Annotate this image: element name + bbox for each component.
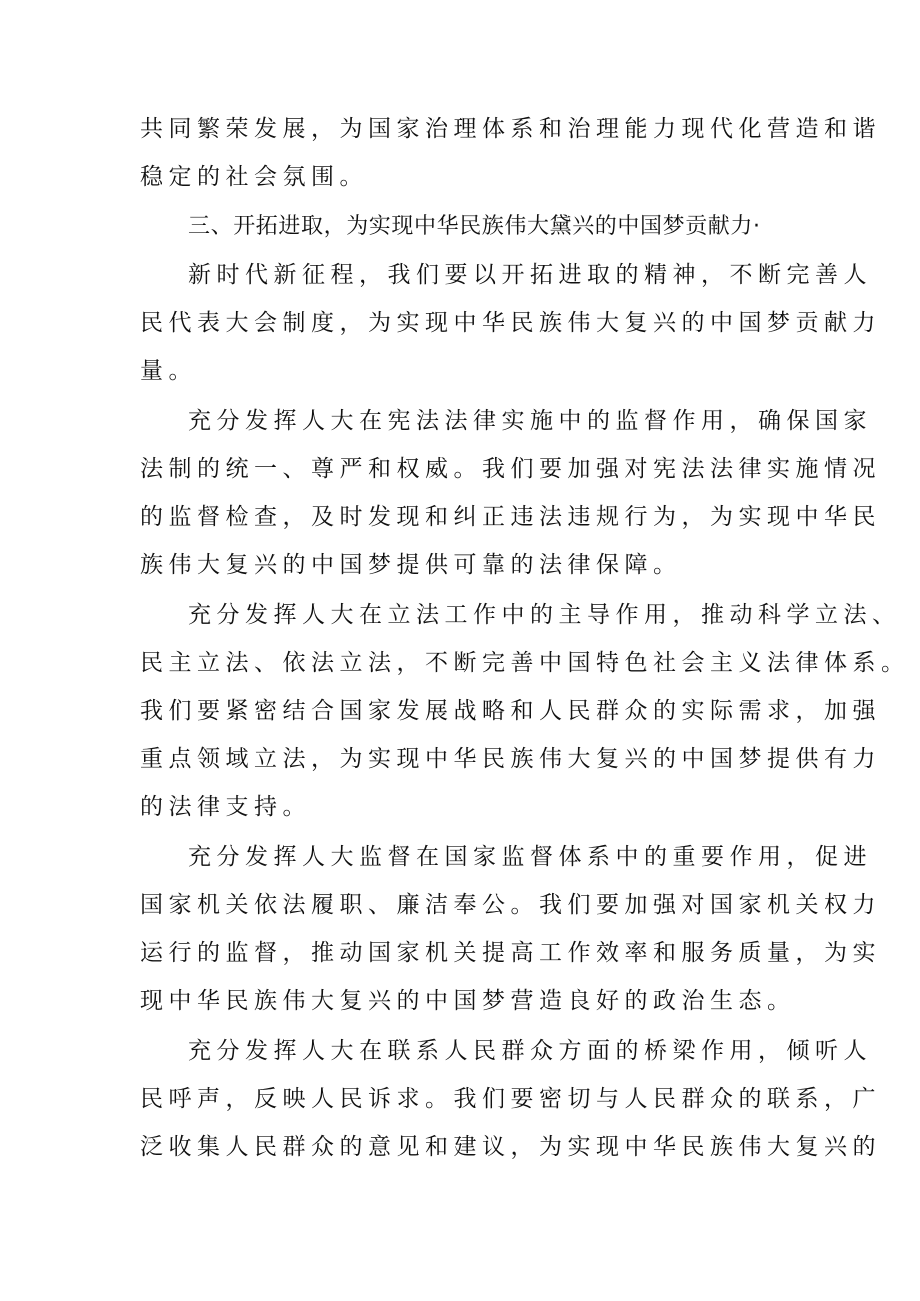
paragraph-first-line: 充分发挥人大在宪法法律实施中的监督作用，确保国家 [188,408,872,434]
body-text-line: 的法律支持。 [140,794,311,820]
paragraph-first-line: 新时代新征程，我们要以开拓进取的精神，不断完善人 [188,262,872,288]
paragraph-first-line: 充分发挥人大在联系人民群众方面的桥梁作用，倾听人 [188,1038,872,1064]
body-text-line: 国家机关依法履职、廉洁奉公。我们要加强对国家机关权力 [140,892,881,918]
section-heading: 三、开拓进取，为实现中华民族伟大黛兴的中国梦贡献力· [188,214,761,239]
body-text-line: 族伟大复兴的中国梦提供可靠的法律保障。 [140,552,682,578]
body-text-line: 泛收集人民群众的意见和建议，为实现中华民族伟大复兴的 [140,1134,881,1160]
paragraph-first-line: 充分发挥人大监督在国家监督体系中的重要作用，促进 [188,844,872,870]
body-text-line: 民主立法、依法立法，不断完善中国特色社会主义法律体系。 [140,650,910,676]
body-text-line: 量。 [140,358,197,384]
body-text-line: 的监督检查，及时发现和纠正违法违规行为，为实现中华民 [140,504,881,530]
body-text-line: 共同繁荣发展，为国家治理体系和治理能力现代化营造和谐 [140,116,881,142]
body-text-line: 运行的监督，推动国家机关提高工作效率和服务质量，为实 [140,940,881,966]
body-text-line: 稳定的社会氛围。 [140,164,368,190]
body-text-line: 民呼声，反映人民诉求。我们要密切与人民群众的联系，广 [140,1086,881,1112]
body-text-line: 现中华民族伟大复兴的中国梦营造良好的政治生态。 [140,988,796,1014]
body-text-line: 法制的统一、尊严和权威。我们要加强对宪法法律实施情况 [140,456,881,482]
paragraph-first-line: 充分发挥人大在立法工作中的主导作用，推动科学立法、 [188,602,901,628]
body-text-line: 民代表大会制度，为实现中华民族伟大复兴的中国梦贡献力 [140,310,881,336]
body-text-line: 我们要紧密结合国家发展战略和人民群众的实际需求，加强 [140,698,881,724]
body-text-line: 重点领域立法，为实现中华民族伟大复兴的中国梦提供有力 [140,746,881,772]
